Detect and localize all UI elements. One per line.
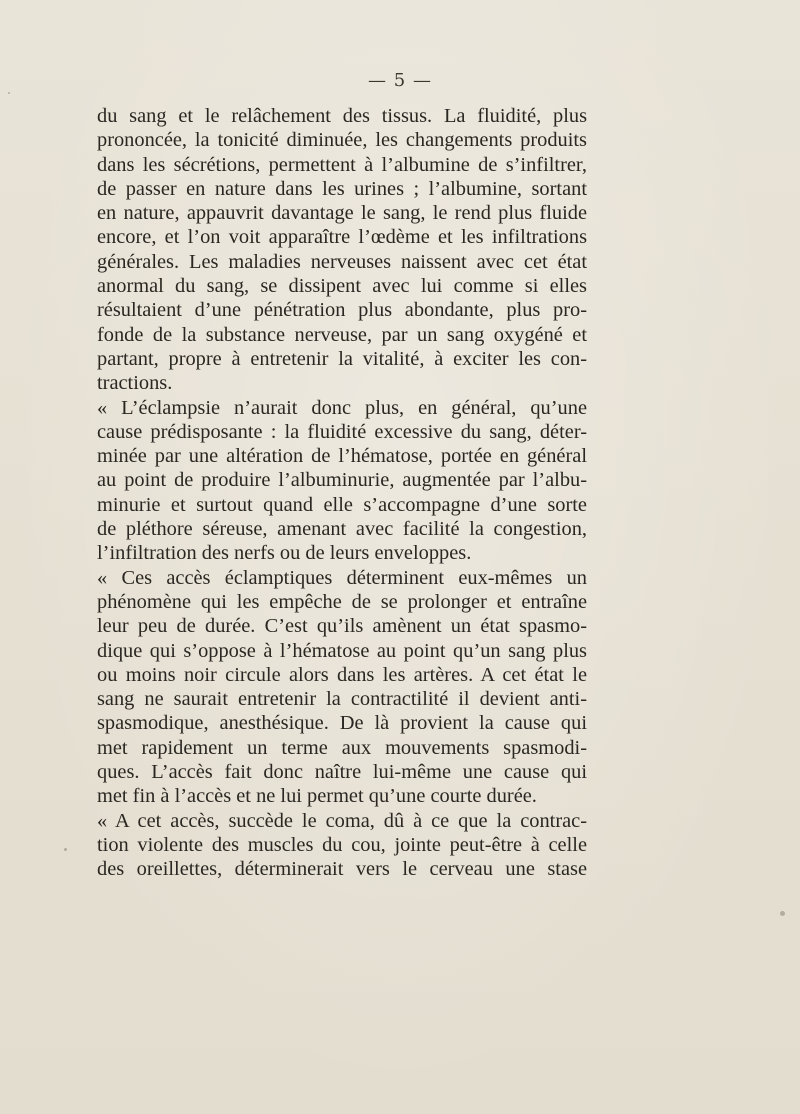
text-line: générales. Les maladies nerveuses naissent avec cet état [97, 250, 587, 273]
text-line: ques. L’accès fait donc naître lui-même une cause qui [97, 761, 587, 784]
text-line: fonde de la substance nerveuse, par un sang oxygéné et [97, 323, 587, 346]
text-line: ou moins noir circule alors dans les artères. A cet état le [97, 663, 587, 686]
text-line: tractions. [97, 372, 173, 395]
text-line: en nature, appauvrit davantage le sang, le rend plus fluide [97, 202, 587, 225]
text-line: met fin à l’accès et ne lui permet qu’une courte durée. [97, 785, 537, 808]
text-line: minée par une altération de l’hématose, portée en général [97, 445, 587, 468]
text-line: dique qui s’oppose à l’hématose au point qu’un sang plus [97, 639, 587, 662]
text-line: sang ne saurait entretenir la contractilité il devient anti- [97, 688, 587, 711]
text-line: « Ces accès éclamptiques déterminent eux-mêmes un [97, 566, 587, 589]
text-line: phénomène qui les empêche de se prolonger et entraîne [97, 590, 587, 613]
text-line: encore, et l’on voit apparaître l’œdème et les infiltrations [97, 226, 587, 249]
text-line: leur peu de durée. C’est qu’ils amènent un état spasmo- [97, 615, 587, 638]
paper-speck [780, 911, 785, 916]
text-line: minurie et surtout quand elle s’accompagne d’une sorte [97, 493, 587, 516]
page-number: — 5 — [368, 70, 432, 91]
text-line: spasmodique, anesthésique. De là provient la cause qui [97, 712, 587, 735]
text-line: tion violente des muscles du cou, jointe peut-être à celle [97, 833, 587, 856]
text-line: « L’éclampsie n’aurait donc plus, en général, qu’une [97, 396, 587, 419]
text-line: résultaient d’une pénétration plus abondante, plus pro- [97, 299, 587, 322]
text-line: anormal du sang, se dissipent avec lui comme si elles [97, 275, 587, 298]
text-line: cause prédisposante : la fluidité excessive du sang, déter- [97, 420, 587, 443]
text-line: prononcée, la tonicité diminuée, les changements produits [97, 129, 587, 152]
text-line: des oreillettes, déterminerait vers le cerveau une stase [97, 858, 587, 881]
text-line: partant, propre à entretenir la vitalité, à exciter les con- [97, 347, 587, 370]
text-line: de passer en nature dans les urines ; l’albumine, sortant [97, 177, 587, 200]
text-line: de pléthore séreuse, amenant avec facilité la congestion, [97, 518, 587, 541]
text-line: met rapidement un terme aux mouvements spasmodi- [97, 736, 587, 759]
text-line: l’infiltration des nerfs ou de leurs enveloppes. [97, 542, 472, 565]
text-line: « A cet accès, succède le coma, dû à ce que la contrac- [97, 809, 587, 832]
paper-speck [64, 848, 67, 851]
text-line: du sang et le relâchement des tissus. La fluidité, plus [97, 105, 587, 127]
paper-speck [8, 92, 10, 94]
body-text [97, 104, 587, 882]
text-line: au point de produire l’albuminurie, augmentée par l’albu- [97, 469, 587, 492]
text-line: dans les sécrétions, permettent à l’albumine de s’infiltrer, [97, 153, 587, 176]
